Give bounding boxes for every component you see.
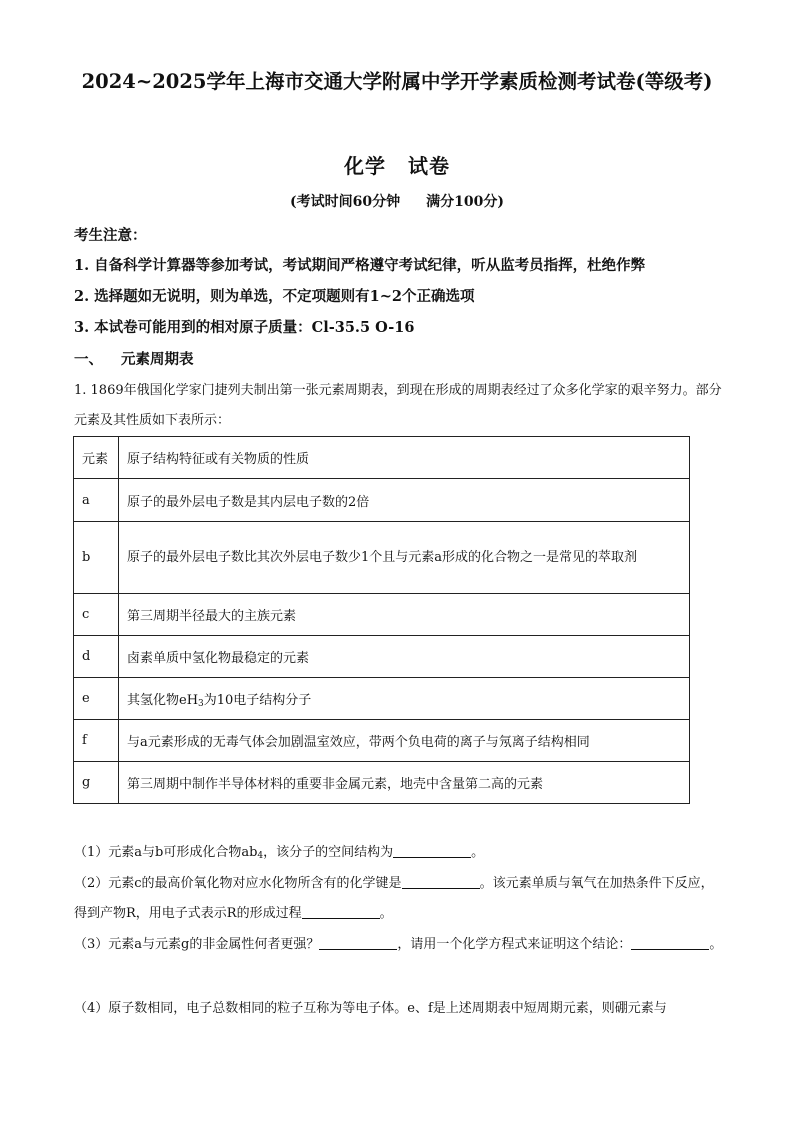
header-element: 元素 [74,437,119,479]
header-property: 原子结构特征或有关物质的性质 [119,437,690,479]
sub-question-1 [74,838,724,871]
table-row [74,479,690,522]
table-row [74,636,690,678]
question-1-intro: 1. 1869年俄国化学家门捷列夫制出第一张元素周期表，到现在形成的周期表经过了众多化学家的艰辛努力。部分元素及其性质如下表所示： [74,383,722,428]
answer-blank[interactable] [631,935,709,950]
exam-title: 2024~2025学年上海市交通大学附属中学开学素质检测考试卷(等级考) [81,70,713,93]
full-score: 满分100分) [426,194,504,210]
table-header-row [74,437,690,479]
table-row [74,594,690,636]
question-text: （2）元素c的最高价氧化物对应水化物所含有的化学键是 [74,876,402,891]
section-number: 一、 [74,351,103,368]
subject-heading [0,150,794,179]
exam-time: (考试时间60分钟 [290,194,401,210]
element-property: 第三周期半径最大的主族元素 [119,594,690,636]
notice-item-3: 3. 本试卷可能用到的相对原子质量：Cl-35.5 O-16 [74,319,415,336]
paper-label: 试卷 [408,154,450,178]
table-row [74,720,690,762]
element-symbol: f [74,720,119,762]
element-properties-table [73,436,690,804]
table-row [74,522,690,594]
table-row [74,678,690,720]
table-row [74,762,690,804]
question-text: （3）元素a与元素g的非金属性何者更强？ [74,937,320,952]
subscript: 4 [257,851,264,861]
notice-heading: 考生注意： [74,227,147,244]
section-name: 元素周期表 [121,351,194,368]
answer-blank[interactable] [302,904,380,919]
section-heading [74,348,194,369]
sub-question-2 [74,869,724,929]
answer-blank[interactable] [402,874,480,889]
question-text: 。该元素单质与氧气在加热条件下反应，得到产物R，用电子式表示R的形成过程 [74,876,714,921]
element-symbol: d [74,636,119,678]
notice-item-2: 2. 选择题如无说明，则为单选，不定项题则有1~2个正确选项 [74,288,475,305]
element-property: 卤素单质中氢化物最稳定的元素 [119,636,690,678]
question-text: 。 [379,906,393,921]
element-property [119,678,690,720]
element-property: 原子的最外层电子数比其次外层电子数少1个且与元素a形成的化合物之一是常见的萃取剂 [119,522,690,594]
element-symbol: a [74,479,119,522]
element-symbol: c [74,594,119,636]
exam-time-score [0,191,794,211]
element-property: 原子的最外层电子数是其内层电子数的2倍 [119,479,690,522]
element-property: 第三周期中制作半导体材料的重要非金属元素，地壳中含量第二高的元素 [119,762,690,804]
sub-question-4: （4）原子数相同，电子总数相同的粒子互称为等电子体。e、f是上述周期表中短周期元素，则硼元素与 [74,1001,667,1016]
element-symbol: b [74,522,119,594]
question-text: （1）元素a与b可形成化合物ab [74,845,258,860]
subscript: 3 [198,698,204,709]
answer-blank[interactable] [393,843,471,858]
question-text: ，该分子的空间结构为 [263,845,394,860]
question-text: 。 [471,845,485,860]
question-text: 。 [709,937,723,952]
answer-blank[interactable] [319,935,397,950]
notice-item-1: 1. 自备科学计算器等参加考试，考试期间严格遵守考试纪律，听从监考员指挥，杜绝作弊 [74,257,646,274]
element-symbol: g [74,762,119,804]
property-text: 其氢化物eH [127,692,199,708]
sub-question-3 [74,930,724,960]
element-property: 与a元素形成的无毒气体会加剧温室效应，带两个负电荷的离子与氖离子结构相同 [119,720,690,762]
question-text: ，请用一个化学方程式来证明这个结论： [397,937,632,952]
property-text: 为10电子结构分子 [203,692,312,708]
subject-name: 化学 [344,154,386,178]
element-symbol: e [74,678,119,720]
